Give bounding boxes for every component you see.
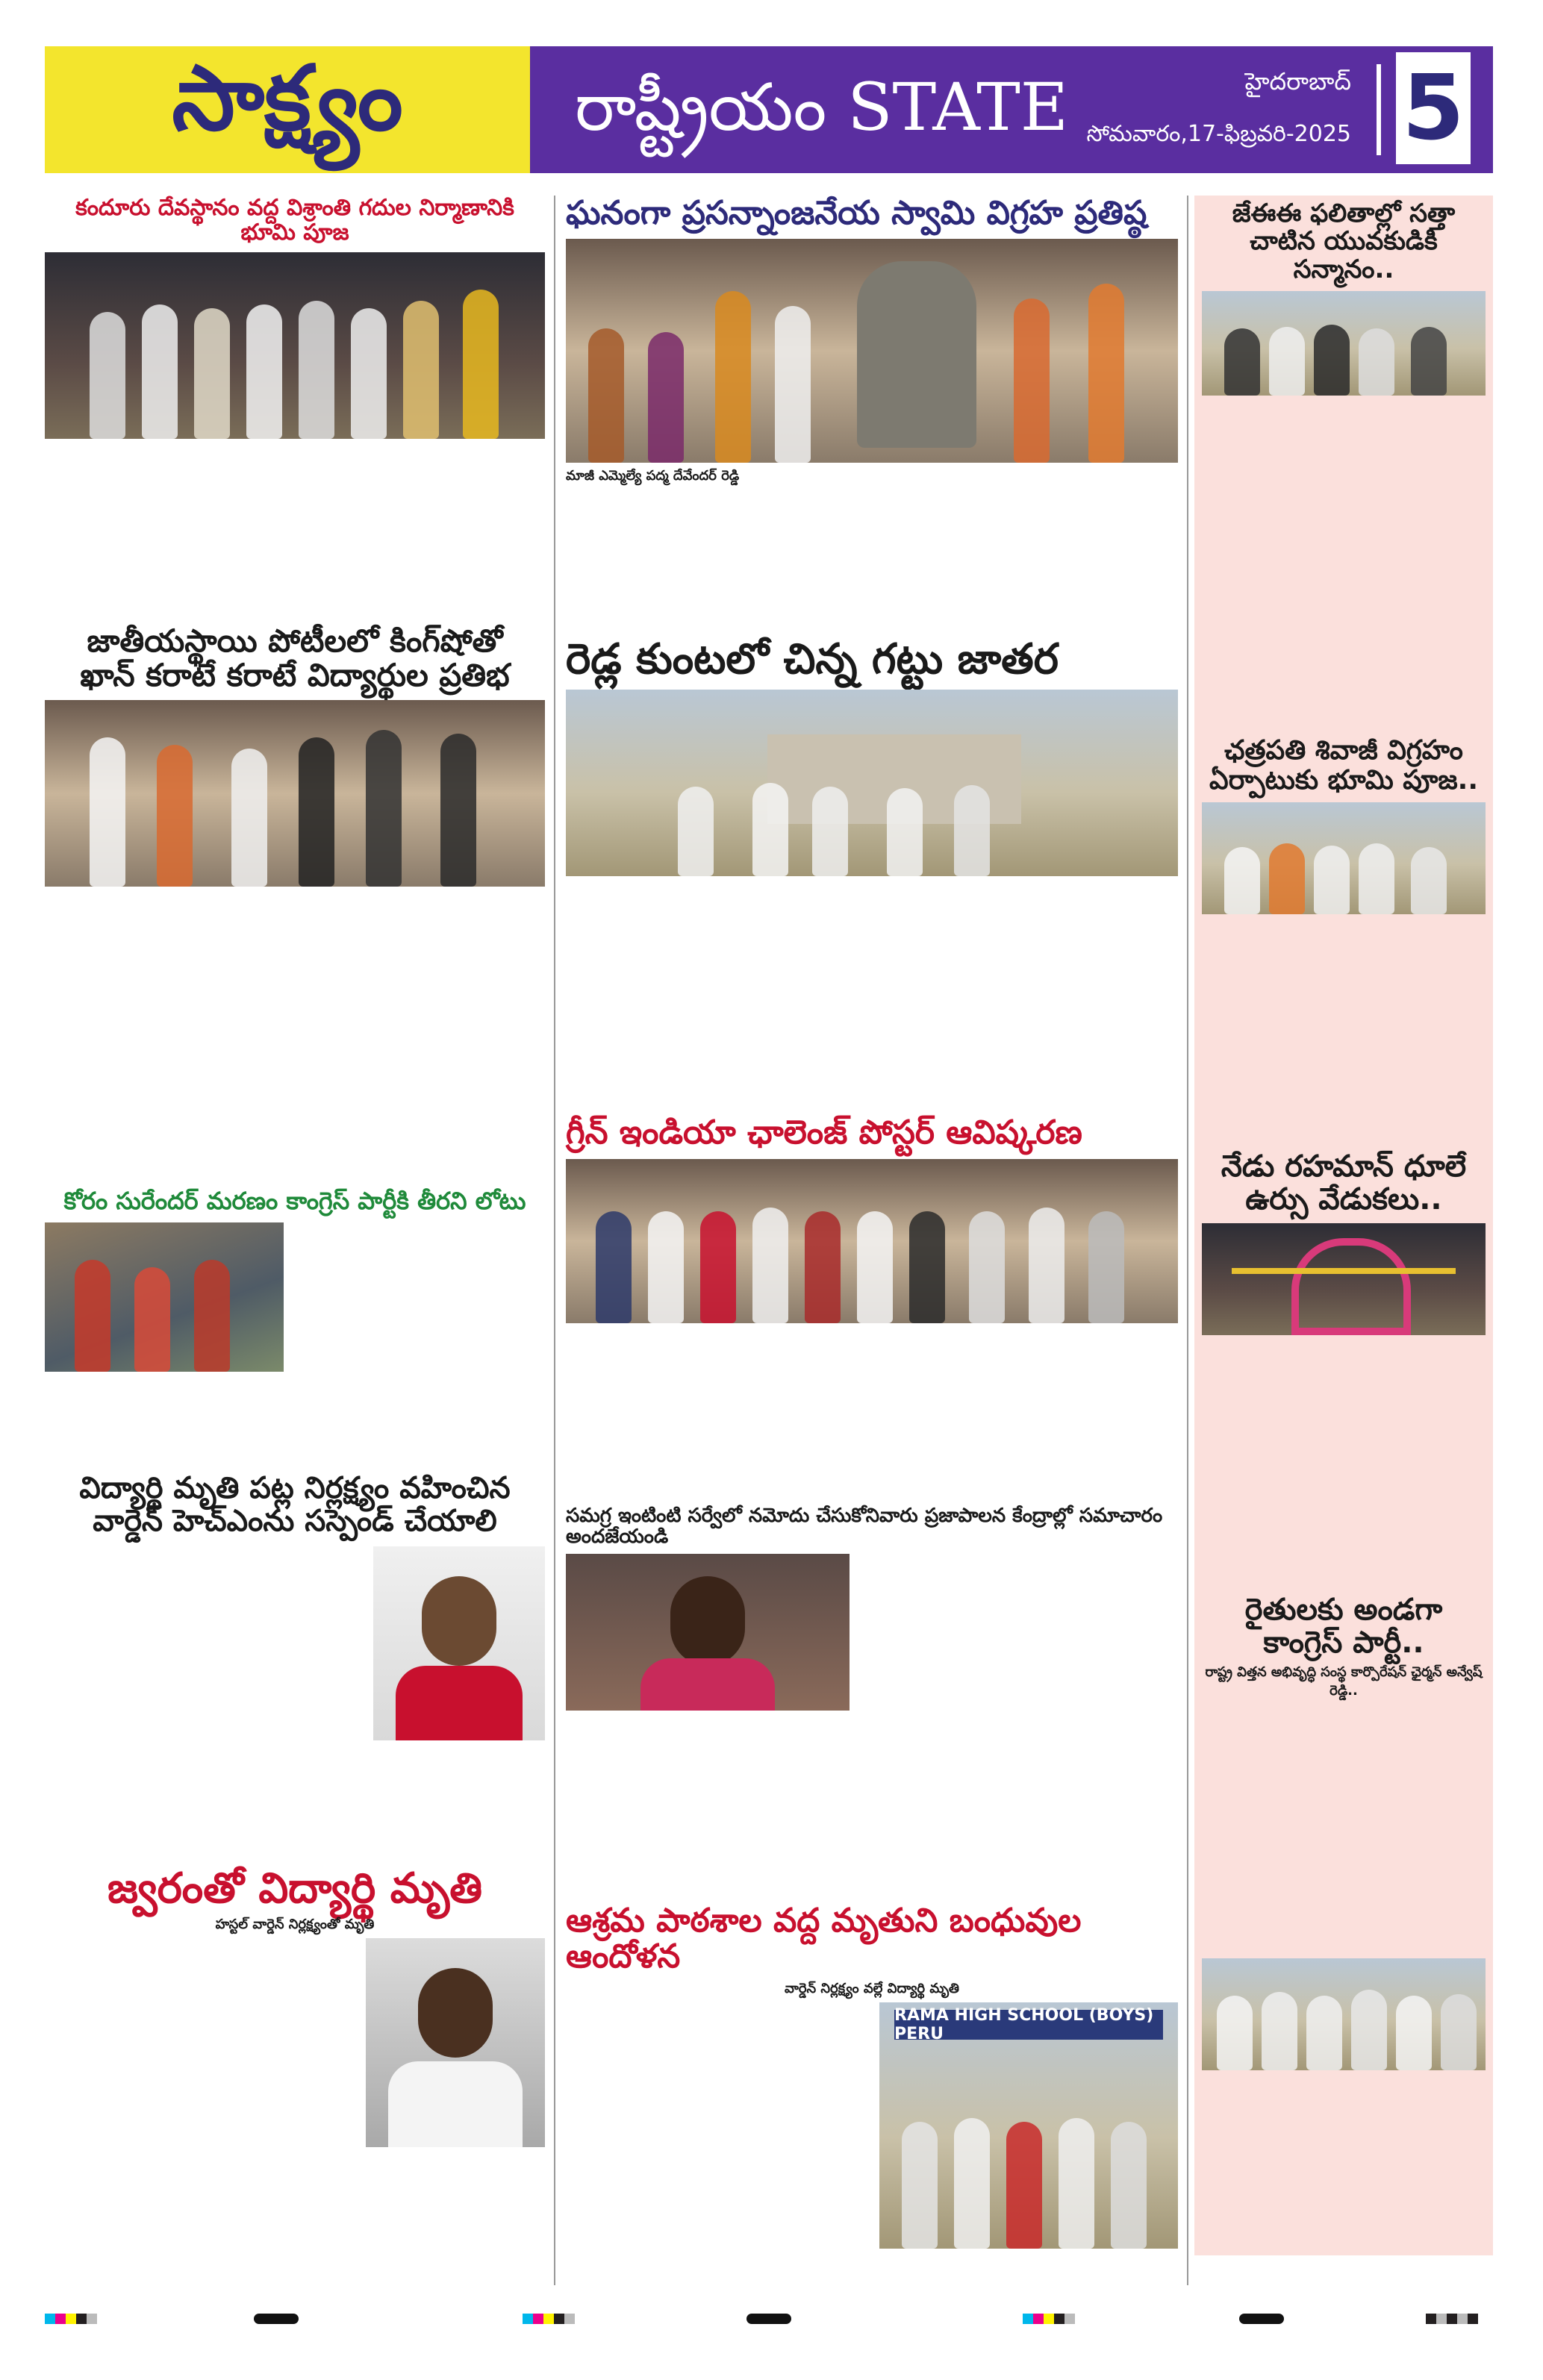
news-photo [1202, 291, 1486, 396]
section-band [530, 46, 1493, 173]
story-subhead: రాష్ట్ర విత్తన అభివృద్ధి సంస్థ కార్పొరేషన్ ఛైర్మన్ అన్వేష్ రెడ్డి.. [1205, 1664, 1483, 1699]
news-photo [566, 1159, 1178, 1323]
news-photo [45, 252, 545, 439]
story-body [566, 884, 1178, 1108]
story-headline: ఘనంగా ప్రసన్నాంజనేయ స్వామి విగ్రహ ప్రతిష్ఠ [566, 194, 1147, 232]
photo-caption: మాజీ ఎమ్మెల్యే పద్మ దేవేందర్ రెడ్డి [566, 468, 740, 484]
story-body [1202, 402, 1486, 730]
column-rule [1187, 196, 1188, 2285]
story-body [1202, 920, 1486, 1144]
story-headline: రెడ్ల కుంటలో చిన్న గట్టు జాతర [566, 634, 1059, 684]
edition-city: హైదరాబాద్ [1244, 67, 1351, 96]
story-body [45, 1546, 358, 1860]
news-photo [879, 2002, 1178, 2249]
story-headline: జ్వరంతో విద్యార్థి మృతి [107, 1864, 482, 1913]
newspaper-logo [45, 46, 530, 173]
story-headline: జేఈఈ ఫలితాల్లో సత్తా చాటిన యువకుడికి సన్మానం.. [1232, 199, 1456, 284]
story-body [566, 2002, 864, 2301]
news-photo [566, 239, 1178, 463]
news-photo [45, 700, 545, 887]
story-headline: నేడు రహమాన్ ధూలే ఉర్సు వేడుకలు.. [1221, 1149, 1467, 1217]
registration-marks [523, 2314, 575, 2324]
story-body [566, 1329, 1178, 1501]
masthead [45, 46, 1493, 173]
print-mark [254, 2314, 299, 2324]
section-title: రాష్ట్రీయం STATE [575, 69, 1069, 146]
masthead-divider [1377, 64, 1381, 155]
logo-text: సాక్ష్యం [172, 47, 403, 151]
news-photo [566, 690, 1178, 876]
story-headline: సమగ్ర ఇంటింటి సర్వేలో నమోదు చేసుకోనివారు ప్రజాపాలన కేంద్రాల్లో సమాచారం అందజేయండి [566, 1504, 1163, 1549]
story-headline: జాతీయస్థాయి పోటీలలో కింగ్‌షోతో [87, 622, 503, 659]
story-headline: కోరం సురేందర్ మరణం కాంగ్రెస్ పార్టీకి తీరని లోటు [63, 1187, 526, 1216]
right-column [1202, 196, 1486, 2070]
registration-marks [45, 2314, 97, 2324]
news-photo [1202, 1223, 1486, 1335]
story-subhead: హస్టల్ వార్డెన్ నిర్లక్ష్యంతో మృతి [215, 1917, 375, 1933]
print-mark [746, 2314, 791, 2324]
news-photo [1202, 1958, 1486, 2070]
story-headline: వార్డెన్ హెచ్‌ఎంను సస్పెండ్ చేయాలి [93, 1503, 497, 1538]
portrait-photo [366, 1938, 545, 2147]
left-column [45, 196, 545, 2147]
story-subhead: వార్డెన్ నిర్లక్ష్యం వల్లే విద్యార్థి మృతి [784, 1980, 959, 1996]
column-rule [554, 196, 555, 2285]
story-headline: గ్రీన్ ఇండియా ఛాలెంజ్ పోస్టర్ ఆవిష్కరణ [566, 1114, 1082, 1152]
school-sign: RAMA HIGH SCHOOL (BOYS) PERU [894, 2010, 1163, 2040]
story-body [45, 894, 545, 1178]
edition-date: సోమవారం,17-ఫిబ్రవరి-2025 [1086, 121, 1351, 147]
page-number: 5 [1396, 52, 1471, 164]
registration-marks [1023, 2314, 1075, 2324]
news-photo [1202, 802, 1486, 914]
print-mark [1239, 2314, 1284, 2324]
portrait-photo [566, 1554, 850, 1711]
story-headline: ఖాన్ కరాటే కరాటే విద్యార్థుల ప్రతిభ [80, 657, 510, 694]
story-headline: కందూరు దేవస్థానం వద్ద విశ్రాంతి గదుల నిర్మాణానికి భూమి పూజ [75, 195, 514, 246]
registration-marks [1426, 2314, 1478, 2324]
story-headline: ఆశ్రమ పాఠశాల వద్ద మృతుని బంధువుల ఆందోళన [566, 1901, 1082, 1976]
story-body [1202, 1341, 1486, 1587]
story-headline: విద్యార్థి మృతి పట్ల నిర్లక్ష్యం వహించిన [79, 1470, 511, 1505]
story-body [1202, 1706, 1486, 1952]
middle-column [566, 196, 1178, 2301]
portrait-photo [373, 1546, 545, 1740]
news-photo [45, 1222, 284, 1372]
story-body [566, 490, 1178, 631]
story-headline: రైతులకు అండగా కాంగ్రెస్ పార్టీ.. [1244, 1593, 1443, 1661]
story-headline: ఛత్రపతి శివాజీ విగ్రహం ఏర్పాటుకు భూమి పూజ.. [1209, 735, 1479, 796]
story-body [45, 446, 545, 609]
story-body [45, 1938, 351, 2147]
